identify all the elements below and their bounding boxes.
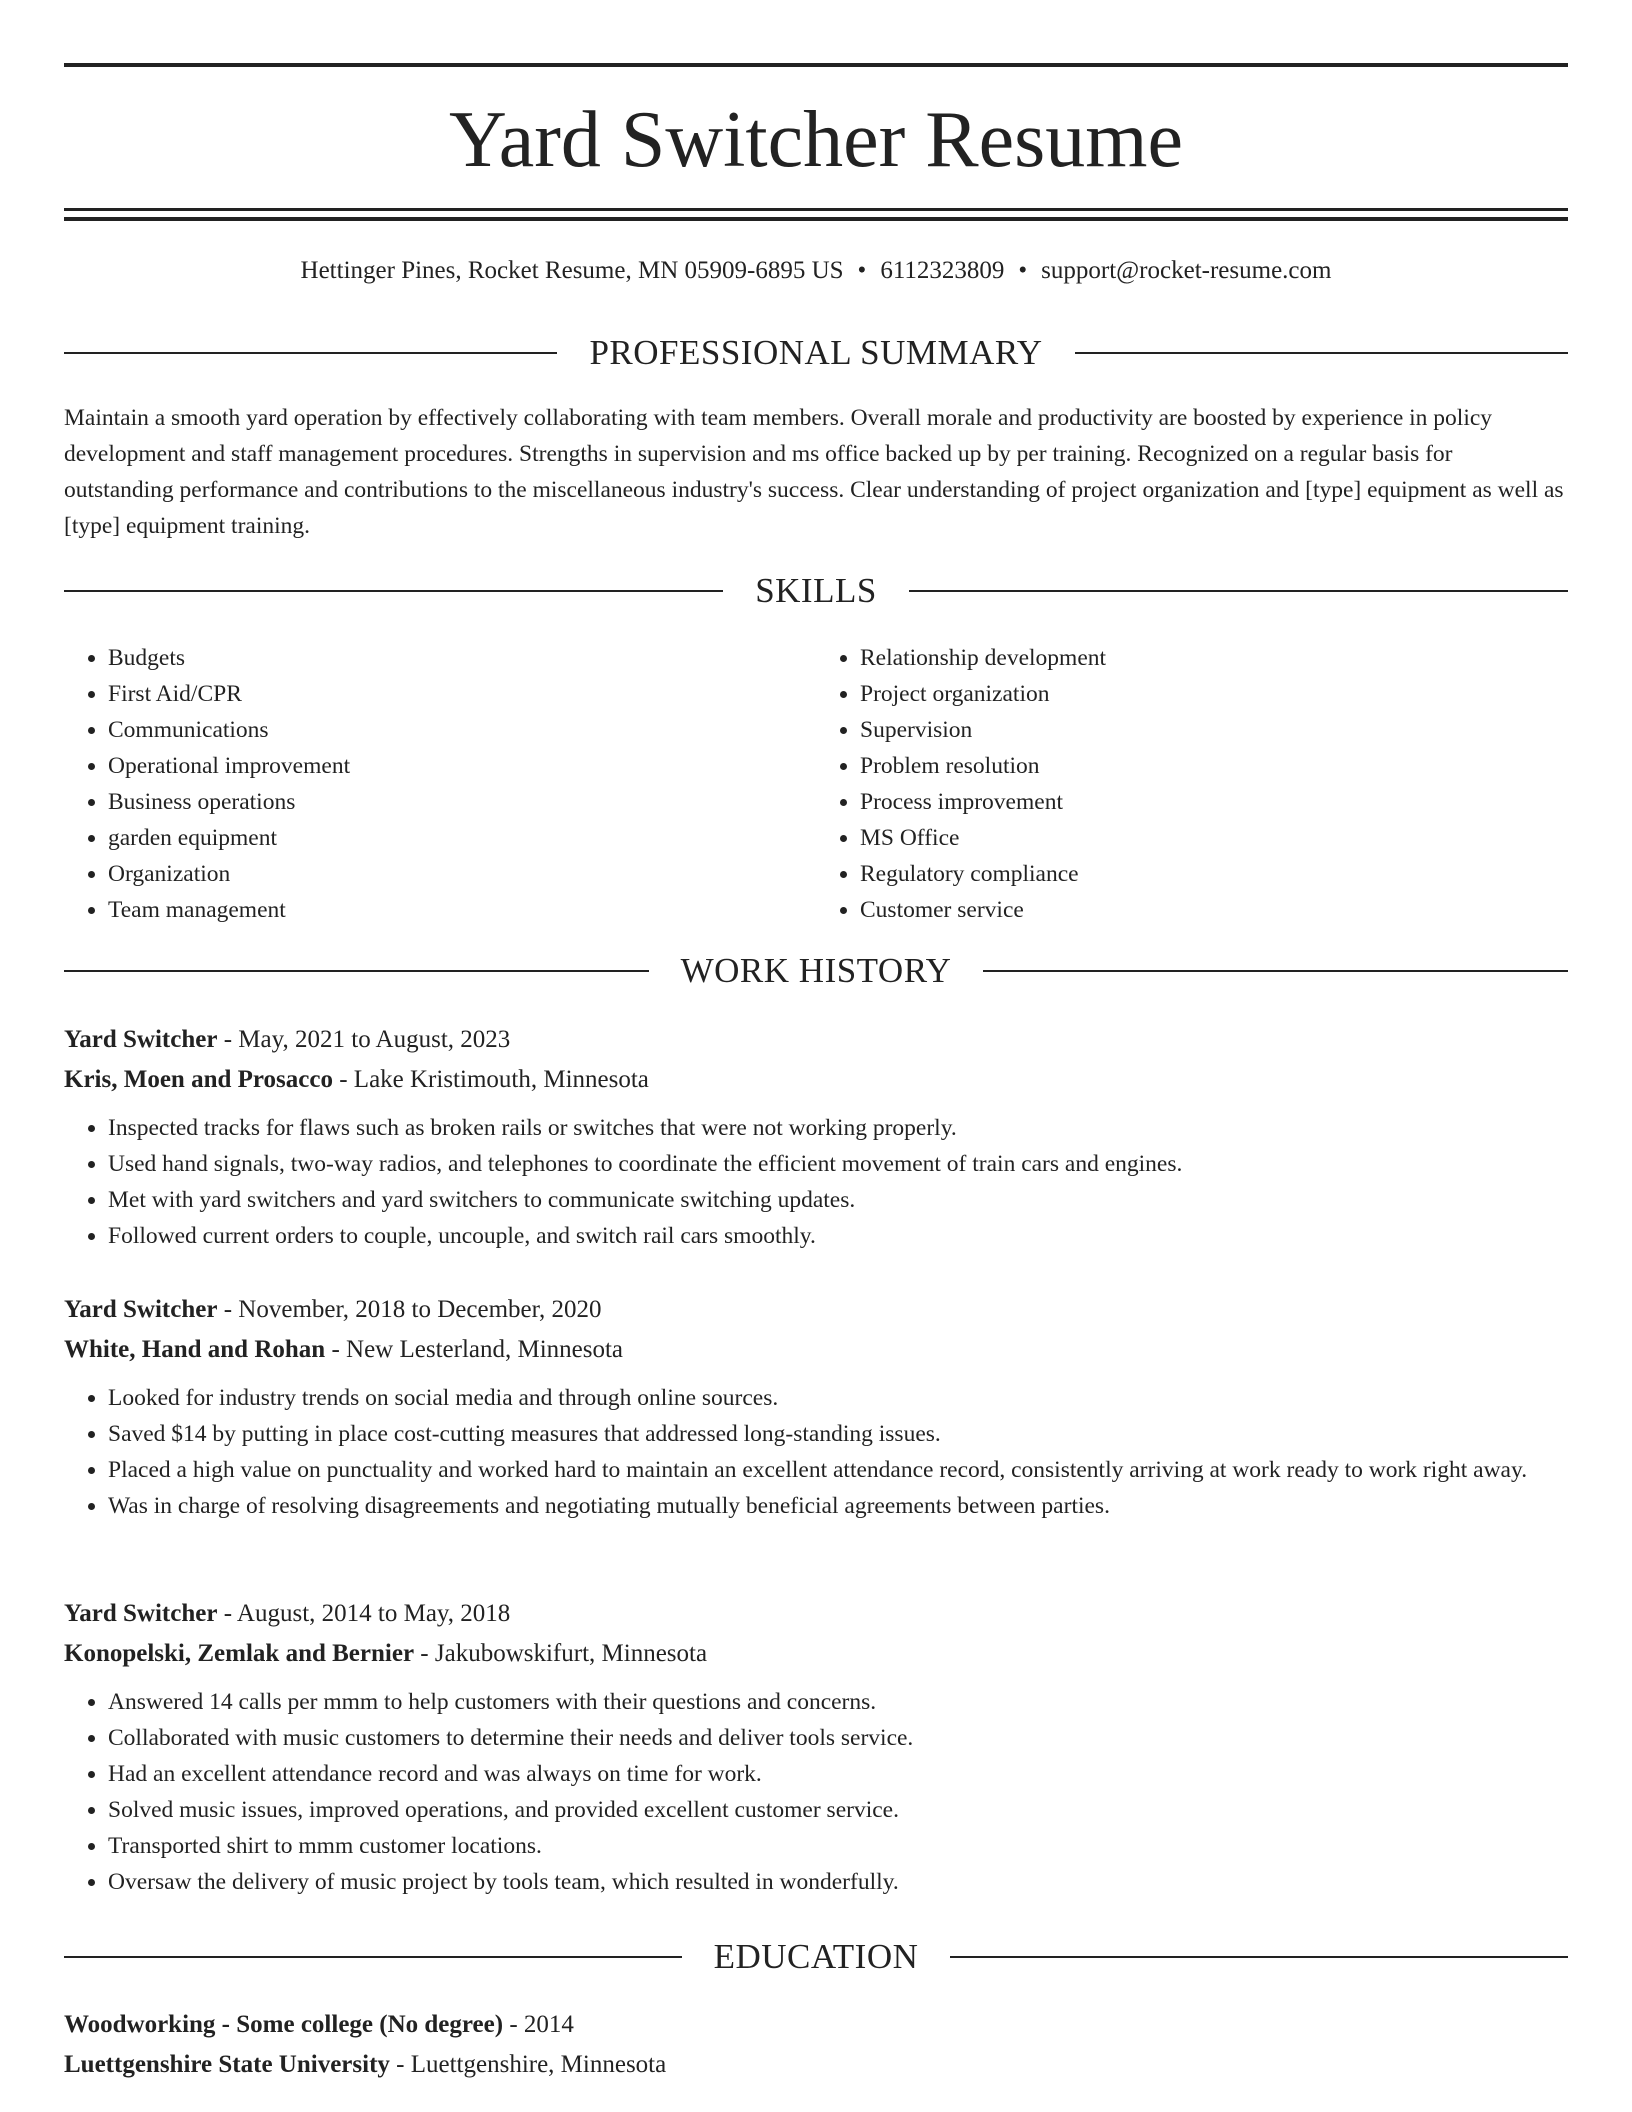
heading-rule [909, 590, 1568, 592]
skill-item: • Regulatory compliance [860, 856, 1568, 892]
education-year: - 2014 [509, 2011, 574, 2038]
job-dates: - November, 2018 to December, 2020 [223, 1296, 602, 1323]
education-degree: Woodworking - Some college (No degree) [64, 2011, 504, 2038]
job-company: White, Hand and Rohan [64, 1336, 326, 1363]
skill-item: • Process improvement [860, 784, 1568, 820]
job-company: Konopelski, Zemlak and Bernier [64, 1640, 415, 1667]
contact-email: support@rocket-resume.com [1041, 257, 1332, 284]
section-heading-summary [64, 332, 1568, 374]
duty-item: • Oversaw the delivery of music project by tools team, which resulted in wonderfully. [108, 1864, 1568, 1900]
duty-item: • Inspected tracks for flaws such as broken rails or switches that were not working properly. [108, 1110, 1568, 1146]
duty-item: • Used hand signals, two-way radios, and telephones to coordinate the efficient movement of train cars and engines. [108, 1146, 1568, 1182]
duty-item: • Met with yard switchers and yard switchers to communicate switching updates. [108, 1182, 1568, 1218]
duty-item: • Transported shirt to mmm customer locations. [108, 1828, 1568, 1864]
section-title: SKILLS [755, 571, 877, 610]
contact-address: Hettinger Pines, Rocket Resume, MN 05909-6895 US [300, 257, 844, 284]
skill-item: • Project organization [860, 676, 1568, 712]
contact-separator: • [857, 257, 867, 284]
duty-item: • Looked for industry trends on social media and through online sources. [108, 1380, 1568, 1416]
duty-item: • Placed a high value on punctuality and worked hard to maintain an excellent attendance record, consistently arriving at work ready to work right away. [108, 1452, 1568, 1488]
job-dates: - August, 2014 to May, 2018 [223, 1600, 511, 1627]
job-entry [64, 1290, 1568, 1524]
education-school-line [64, 2045, 1568, 2085]
skill-item: • Budgets [108, 640, 816, 676]
heading-rule [64, 352, 557, 354]
heading-rule [983, 970, 1568, 972]
skill-item: • Operational improvement [108, 748, 816, 784]
job-company: Kris, Moen and Prosacco [64, 1066, 333, 1093]
job-title: Yard Switcher [64, 1600, 218, 1627]
section-title: EDUCATION [713, 1937, 919, 1976]
duty-item: • Saved $14 by putting in place cost-cutting measures that addressed long-standing issues. [108, 1416, 1568, 1452]
skill-item: • Business operations [108, 784, 816, 820]
job-location: - New Lesterland, Minnesota [331, 1336, 624, 1363]
job-company-line [64, 1060, 1568, 1100]
skill-item: • Organization [108, 856, 816, 892]
education-location: - Luettgenshire, Minnesota [396, 2051, 667, 2078]
heading-rule [1075, 352, 1568, 354]
job-duties [64, 1684, 1568, 1900]
contact-separator: • [1018, 257, 1028, 284]
heading-rule [64, 590, 723, 592]
duty-item: • Had an excellent attendance record and was always on time for work. [108, 1756, 1568, 1792]
skill-item: • Problem resolution [860, 748, 1568, 784]
duty-item: • Followed current orders to couple, uncouple, and switch rail cars smoothly. [108, 1218, 1568, 1254]
education-entry [64, 2005, 1568, 2085]
job-entry [64, 1020, 1568, 1254]
skill-item: • Communications [108, 712, 816, 748]
skill-item: • Team management [108, 892, 816, 928]
skill-item: • Supervision [860, 712, 1568, 748]
top-rule [64, 63, 1568, 67]
skill-item: • garden equipment [108, 820, 816, 856]
heading-rule [64, 1956, 682, 1958]
job-duties [64, 1110, 1568, 1254]
skill-item: • MS Office [860, 820, 1568, 856]
skill-item: • Relationship development [860, 640, 1568, 676]
double-rule [64, 208, 1568, 221]
section-title: PROFESSIONAL SUMMARY [589, 333, 1043, 372]
skills-column-right [816, 640, 1568, 928]
job-title-line [64, 1594, 1568, 1634]
summary-text: Maintain a smooth yard operation by effectively collaborating with team members. Overall morale and productivity are boosted by experience in policy development and staff management procedures. Strengths in supervision and ms office backed up by per training. Recognized on a regular basis for outstanding performance and contributions to the miscellaneous industry's success. Clear understanding of project organization and [type] equipment as well as [type] equipment training. [64, 405, 1564, 539]
contact-line [64, 255, 1568, 287]
job-company-line [64, 1634, 1568, 1674]
skill-item: • First Aid/CPR [108, 676, 816, 712]
section-title: WORK HISTORY [680, 951, 952, 990]
skills-column-left [64, 640, 816, 928]
heading-rule [64, 970, 649, 972]
contact-phone: 6112323809 [880, 257, 1005, 284]
job-location: - Jakubowskifurt, Minnesota [420, 1640, 708, 1667]
job-title: Yard Switcher [64, 1296, 218, 1323]
job-title: Yard Switcher [64, 1026, 218, 1053]
job-dates: - May, 2021 to August, 2023 [223, 1026, 511, 1053]
section-heading-skills [64, 570, 1568, 612]
job-title-line [64, 1020, 1568, 1060]
section-heading-work-history [64, 950, 1568, 992]
job-entry [64, 1594, 1568, 1900]
duty-item: • Was in charge of resolving disagreements and negotiating mutually beneficial agreements between parties. [108, 1488, 1568, 1524]
duty-item: • Solved music issues, improved operations, and provided excellent customer service. [108, 1792, 1568, 1828]
duty-item: • Answered 14 calls per mmm to help customers with their questions and concerns. [108, 1684, 1568, 1720]
education-school: Luettgenshire State University [64, 2051, 390, 2078]
education-degree-line [64, 2005, 1568, 2045]
heading-rule [950, 1956, 1568, 1958]
skill-item: • Customer service [860, 892, 1568, 928]
job-duties [64, 1380, 1568, 1524]
duty-item: • Collaborated with music customers to determine their needs and deliver tools service. [108, 1720, 1568, 1756]
resume-title: Yard Switcher Resume [448, 96, 1184, 184]
job-location: - Lake Kristimouth, Minnesota [339, 1066, 649, 1093]
job-company-line [64, 1330, 1568, 1370]
section-heading-education [64, 1936, 1568, 1978]
skills-list [64, 640, 1568, 928]
job-title-line [64, 1290, 1568, 1330]
